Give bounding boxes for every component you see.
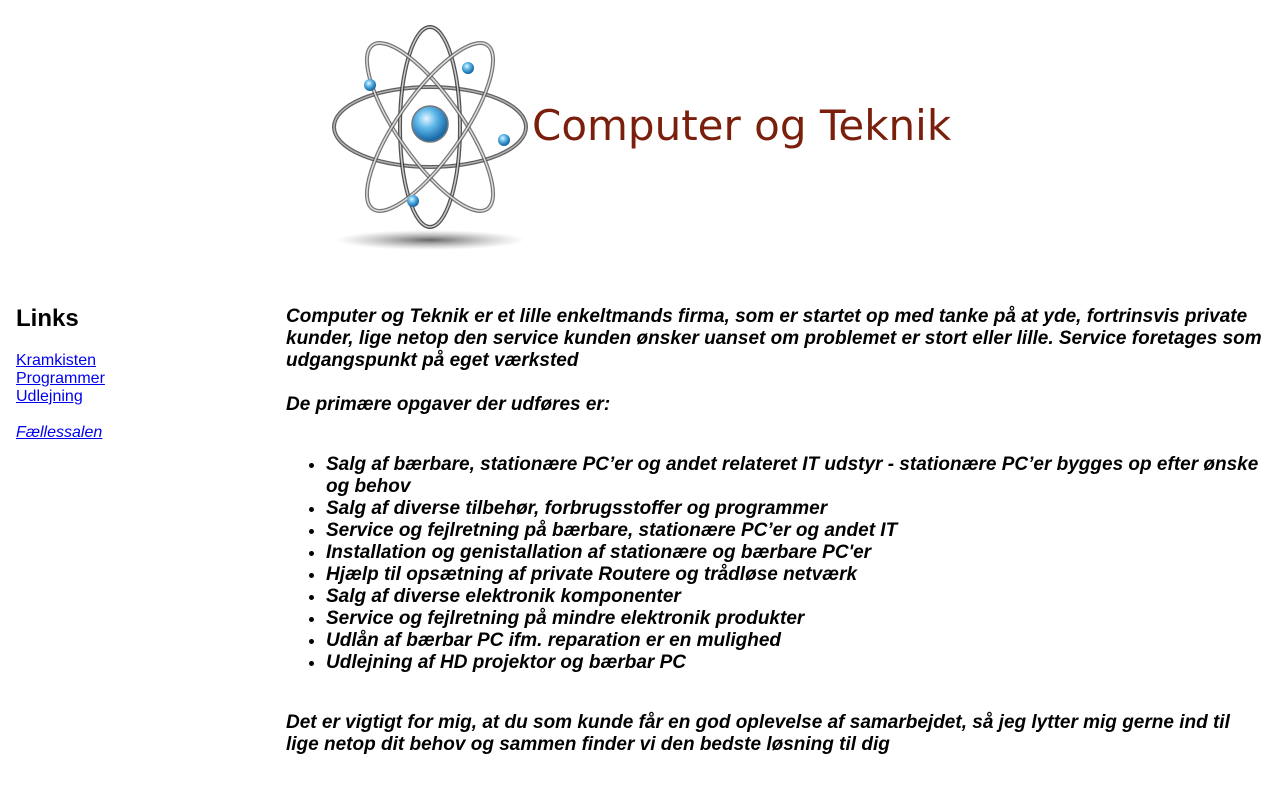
list-item: • Service og fejlretning på mindre elektronik produkter [326,608,1262,630]
list-item: • Udlejning af HD projektor og bærbar PC [326,652,1262,674]
links-heading: Links [16,305,79,332]
atom-logo-icon [325,22,965,262]
links-sidebar [16,304,256,442]
sidebar-spacer [16,406,256,424]
tasks-heading: De primære opgaver der udføres er: [286,394,611,415]
main-content [286,306,1262,756]
list-item: • Service og fejlretning på bærbare, stationære PC’er og andet IT [326,520,1262,542]
list-item: • Salg af diverse tilbehør, forbrugsstoffer og programmer [326,498,1262,520]
link-faellessalen[interactable]: Fællessalen [16,424,103,441]
list-item: • Installation og genistallation af stationære og bærbare PC'er [326,542,1262,564]
site-banner [325,22,965,262]
logo-text: Computer og Teknik [532,101,952,150]
list-item: • Salg af bærbare, stationære PC’er og andet relateret IT udstyr - stationære PC’er bygges op efter ønske og behov [326,454,1262,498]
list-item: • Salg af diverse elektronik komponenter [326,586,1262,608]
tasks-list [286,454,1262,674]
link-programmer[interactable]: Programmer [16,370,105,387]
closing-paragraph: Det er vigtigt for mig, at du som kunde får en god oplevelse af samarbejdet, så jeg lytter mig gerne ind til lige netop dit behov og sammen finder vi den bedste løsning til dig [286,712,1230,755]
intro-paragraph: Computer og Teknik er et lille enkeltmands firma, som er startet op med tanke på at yde, fortrinsvis private kunder, lige netop den service kunden ønsker uanset om problemet er stort eller lille. Service foretages som udgangspunkt på eget værksted [286,306,1262,371]
link-kramkisten[interactable]: Kramkisten [16,352,97,369]
link-udlejning[interactable]: Udlejning [16,388,83,405]
list-item: • Udlån af bærbar PC ifm. reparation er en mulighed [326,630,1262,652]
list-item: • Hjælp til opsætning af private Routere og trådløse netværk [326,564,1262,586]
